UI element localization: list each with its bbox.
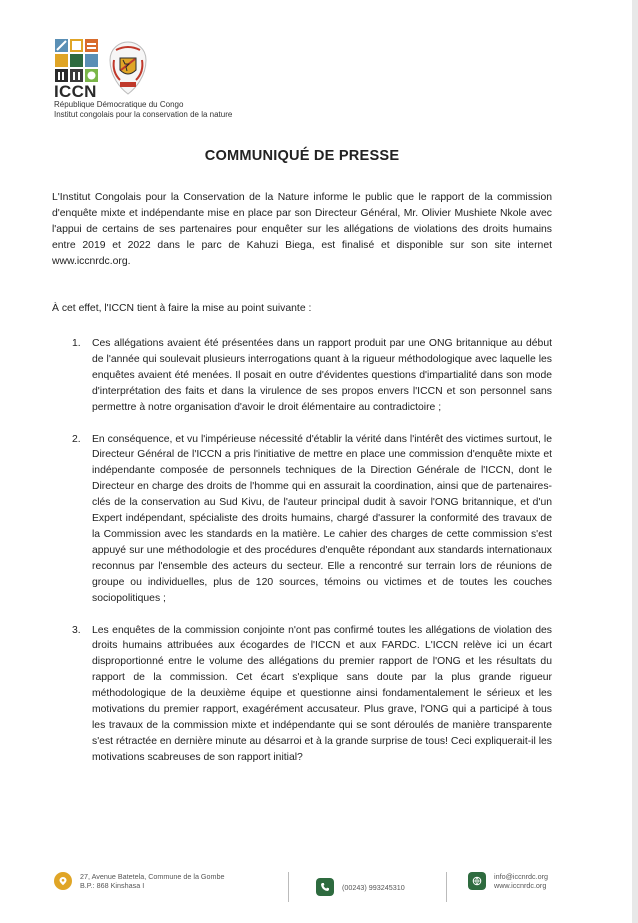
points-list (52, 336, 552, 782)
list-item-text: En conséquence, et vu l'impérieuse nécessité d'établir la vérité dans l'intérêt des victimes surtout, le Directeur Général de l'ICCN a pris l'initiative de mettre en place une commission d'enquête mixte et indépendante composée de personnels techniques de la Direction Générale de l'ICCN, dont le Directeur en charge des droits de l'homme qui en assurait la coordination, ainsi que de partenaires-clés de la conservation au Sud Kivu, de l'auteur principal dudit à savoir l'ONG britannique, et d'un Expert indépendant, spécialiste des droits humains, chargé d'assurer la conformité des travaux de la Commission avec les standards en la matière. Le cahier des charges de cette commission s'est appuyé sur une méthodologie et des procédures d'enquête répondant aux standards internationaux reconnus par l'ensemble des acteurs du secteur. Elle a rencontré sur terrain lors de réunions de groupe ou individuelles, plus de 120 sources, témoins ou victimes et de toutes les couches sociopolitiques ; (92, 433, 552, 604)
intro-paragraph: L'Institut Congolais pour la Conservation de la Nature informe le public que le rapport de la commission d'enquête mixte et indépendante mise en place par son Directeur Général, Mr. Olivier Mushiete Nkole avec l'appui de certains de ses partenaires pour enquêter sur les allégations de violations des droits humains entre 2019 et 2022 dans le parc de Kahuzi Biega, est finalisé et disponible sur son site internet www.iccnrdc.org. (52, 192, 552, 267)
footer-divider (288, 872, 289, 902)
iccn-logo-text: ICCN (54, 82, 97, 101)
footer-phone (316, 878, 405, 896)
list-item (52, 336, 552, 416)
page-edge (632, 0, 638, 923)
page-title: COMMUNIQUÉ DE PRESSE (204, 148, 400, 164)
list-item-number: 2. (72, 433, 81, 445)
footer-web (468, 872, 548, 890)
address-line-2: B.P.: 868 Kinshasa I (80, 881, 145, 890)
organization-lines (54, 100, 232, 120)
country-line: République Démocratique du Congo (54, 100, 184, 109)
email-link[interactable]: info@iccnrdc.org (494, 872, 549, 881)
phone-number: (00243) 993245310 (342, 882, 405, 892)
institute-line: Institut congolais pour la conservation de la nature (54, 110, 233, 119)
iccn-logo-icon (54, 38, 100, 84)
website-link[interactable]: www.iccnrdc.org (494, 881, 547, 890)
lead-sentence: À cet effet, l'ICCN tient à faire la mise au point suivante : (52, 303, 312, 314)
footer (0, 870, 604, 904)
list-item (52, 623, 552, 766)
footer-divider (446, 872, 447, 902)
list-item-text: Les enquêtes de la commission conjointe n'ont pas confirmé toutes les allégations de violation des droits humains attribuées aux écogardes de l'ICCN et aux FARDC. L'ICCN relève ici un écart disproportionné entre le volume des allégations du premier rapport de l'ONG et les résultats du rapport de la commission. Cet écart s'explique sans doute par la plus grande rigueur méthodologique de la deuxième équipe et questionne ainsi fondamentalement le sérieux et les motivations du premier rapport, exagérément accusateur. Plus grave, l'ONG qui a participé à tous les travaux de la commission mixte et indépendante qui se sont déroulés de manière transparente s'est rétractée en dernière minute au désarroi et à la grande surprise de tous! Ceci expliquerait-il les motivations scabreuses de son rapport initial? (92, 624, 552, 763)
location-pin-icon (54, 872, 72, 890)
address-line-1: 27, Avenue Batetela, Commune de la Gombe (80, 872, 225, 881)
list-item-number: 3. (72, 624, 81, 636)
list-item-text: Ces allégations avaient été présentées dans un rapport produit par une ONG britannique au début de l'année qui soulevait plusieurs interrogations quant à la rigueur méthodologique avec laquelle les enquêtes avaient été menées. Il posait en outre d'évidentes questions d'impartialité dans son mode d'interprétation des faits et dans la virulence de ses propos envers l'ICCN et son personnel sans permettre à notre organisation d'avoir le droit élémentaire au contradictoire ; (92, 338, 552, 413)
coat-of-arms-icon (106, 40, 150, 96)
list-item (52, 432, 552, 607)
footer-address (54, 872, 225, 890)
list-item-number: 1. (72, 338, 81, 349)
web-icon (468, 872, 486, 890)
phone-icon (316, 878, 334, 896)
